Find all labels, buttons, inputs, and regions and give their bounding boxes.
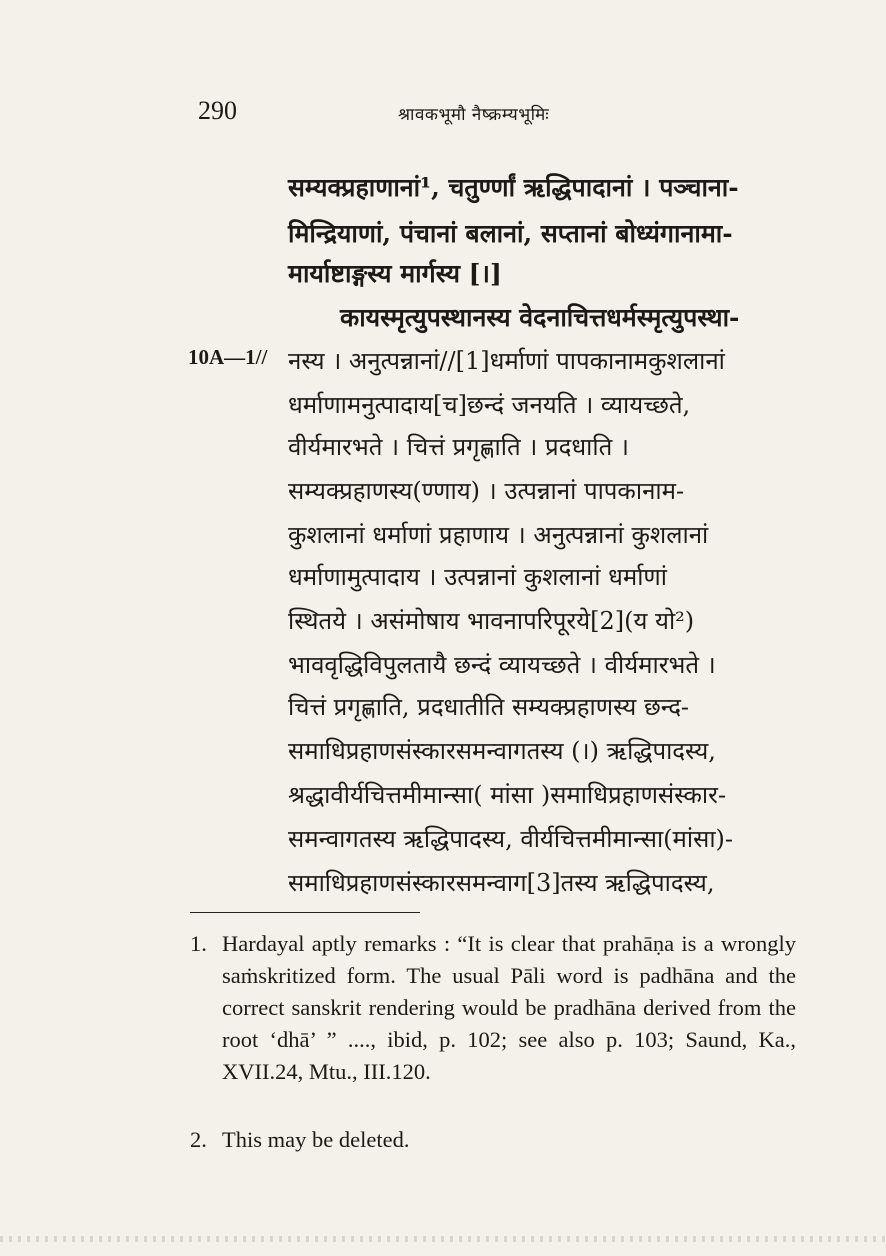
text-line: मिन्द्रियाणां, पंचानां बलानां, सप्तानां बोध्यंगानामा-	[288, 219, 733, 248]
text-line: चित्तं प्रगृह्णाति, प्रदधातीति सम्यक्प्रहाणस्य छन्द-	[288, 693, 690, 721]
text-line: सम्यक्प्रहाणानां¹, चतुर्ण्णां ऋद्धिपादानां । पञ्चाना-	[288, 173, 739, 202]
footnote-separator	[190, 912, 420, 913]
text-line: समाधिप्रहाणसंस्कारसमन्वाग[3]तस्य ऋद्धिपादस्य,	[288, 869, 715, 897]
footnote-number: 1.	[190, 931, 207, 956]
margin-reference: 10A—1//	[188, 345, 268, 369]
footnote-1	[190, 928, 796, 1088]
text-line: समन्वागतस्य ऋद्धिपादस्य, वीर्यचित्तमीमान्सा(मांसा)-	[288, 825, 734, 853]
text-line: धर्माणामनुत्पादाय[च]छन्दं जनयति । व्यायच्छते,	[288, 391, 691, 419]
page-number: 290	[198, 96, 237, 125]
text-line: श्रद्धावीर्यचित्तमीमान्सा( मांसा )समाधिप्रहाणसंस्कार-	[288, 781, 727, 809]
scan-edge-noise	[0, 1236, 886, 1242]
text-line: वीर्यमारभते । चित्तं प्रगृह्णाति । प्रदधाति ।	[288, 433, 630, 461]
footnote-text: Hardayal aptly remarks : “It is clear that prahāṇa is a wrongly saṁskritized form. The usual Pāli word is padhāna and the correct sanskrit rendering would be pradhāna derived from the root ‘dhā’ ” ...., ibid, p. 102; see also p. 103; Saund, Ka., XVII.24, Mtu., III.120.	[222, 931, 796, 1084]
running-title: श्रावकभूमौ नैष्क्रम्यभूमिः	[398, 105, 550, 125]
text-line: धर्माणामुत्पादाय । उत्पन्नानां कुशलानां धर्माणां	[288, 563, 667, 591]
text-line: कुशलानां धर्माणां प्रहाणाय । अनुत्पन्नानां कुशलानां	[288, 521, 709, 549]
footnote-2	[190, 1124, 796, 1156]
text-line: समाधिप्रहाणसंस्कारसमन्वागतस्य (।) ऋद्धिपादस्य,	[288, 737, 716, 765]
text-line: स्थितये । असंमोषाय भावनापरिपूरये[2](य यो²)	[288, 607, 695, 635]
text-line: कायस्मृत्युपस्थानस्य वेदनाचित्तधर्मस्मृत्युपस्था-	[340, 303, 740, 332]
text-line: मार्याष्टाङ्गस्य मार्गस्य [।]	[288, 259, 502, 288]
text-line: नस्य । अनुत्पन्नानां//[1]धर्माणां पापकानामकुशलानां	[288, 347, 725, 375]
text-line: सम्यक्प्रहाणस्य(ण्णाय) । उत्पन्नानां पापकानाम-	[288, 477, 685, 505]
text-line: भाववृद्धिविपुलतायै छन्दं व्यायच्छते । वीर्यमारभते ।	[288, 651, 716, 679]
footnote-text: This may be deleted.	[222, 1127, 410, 1152]
footnote-number: 2.	[190, 1127, 207, 1152]
